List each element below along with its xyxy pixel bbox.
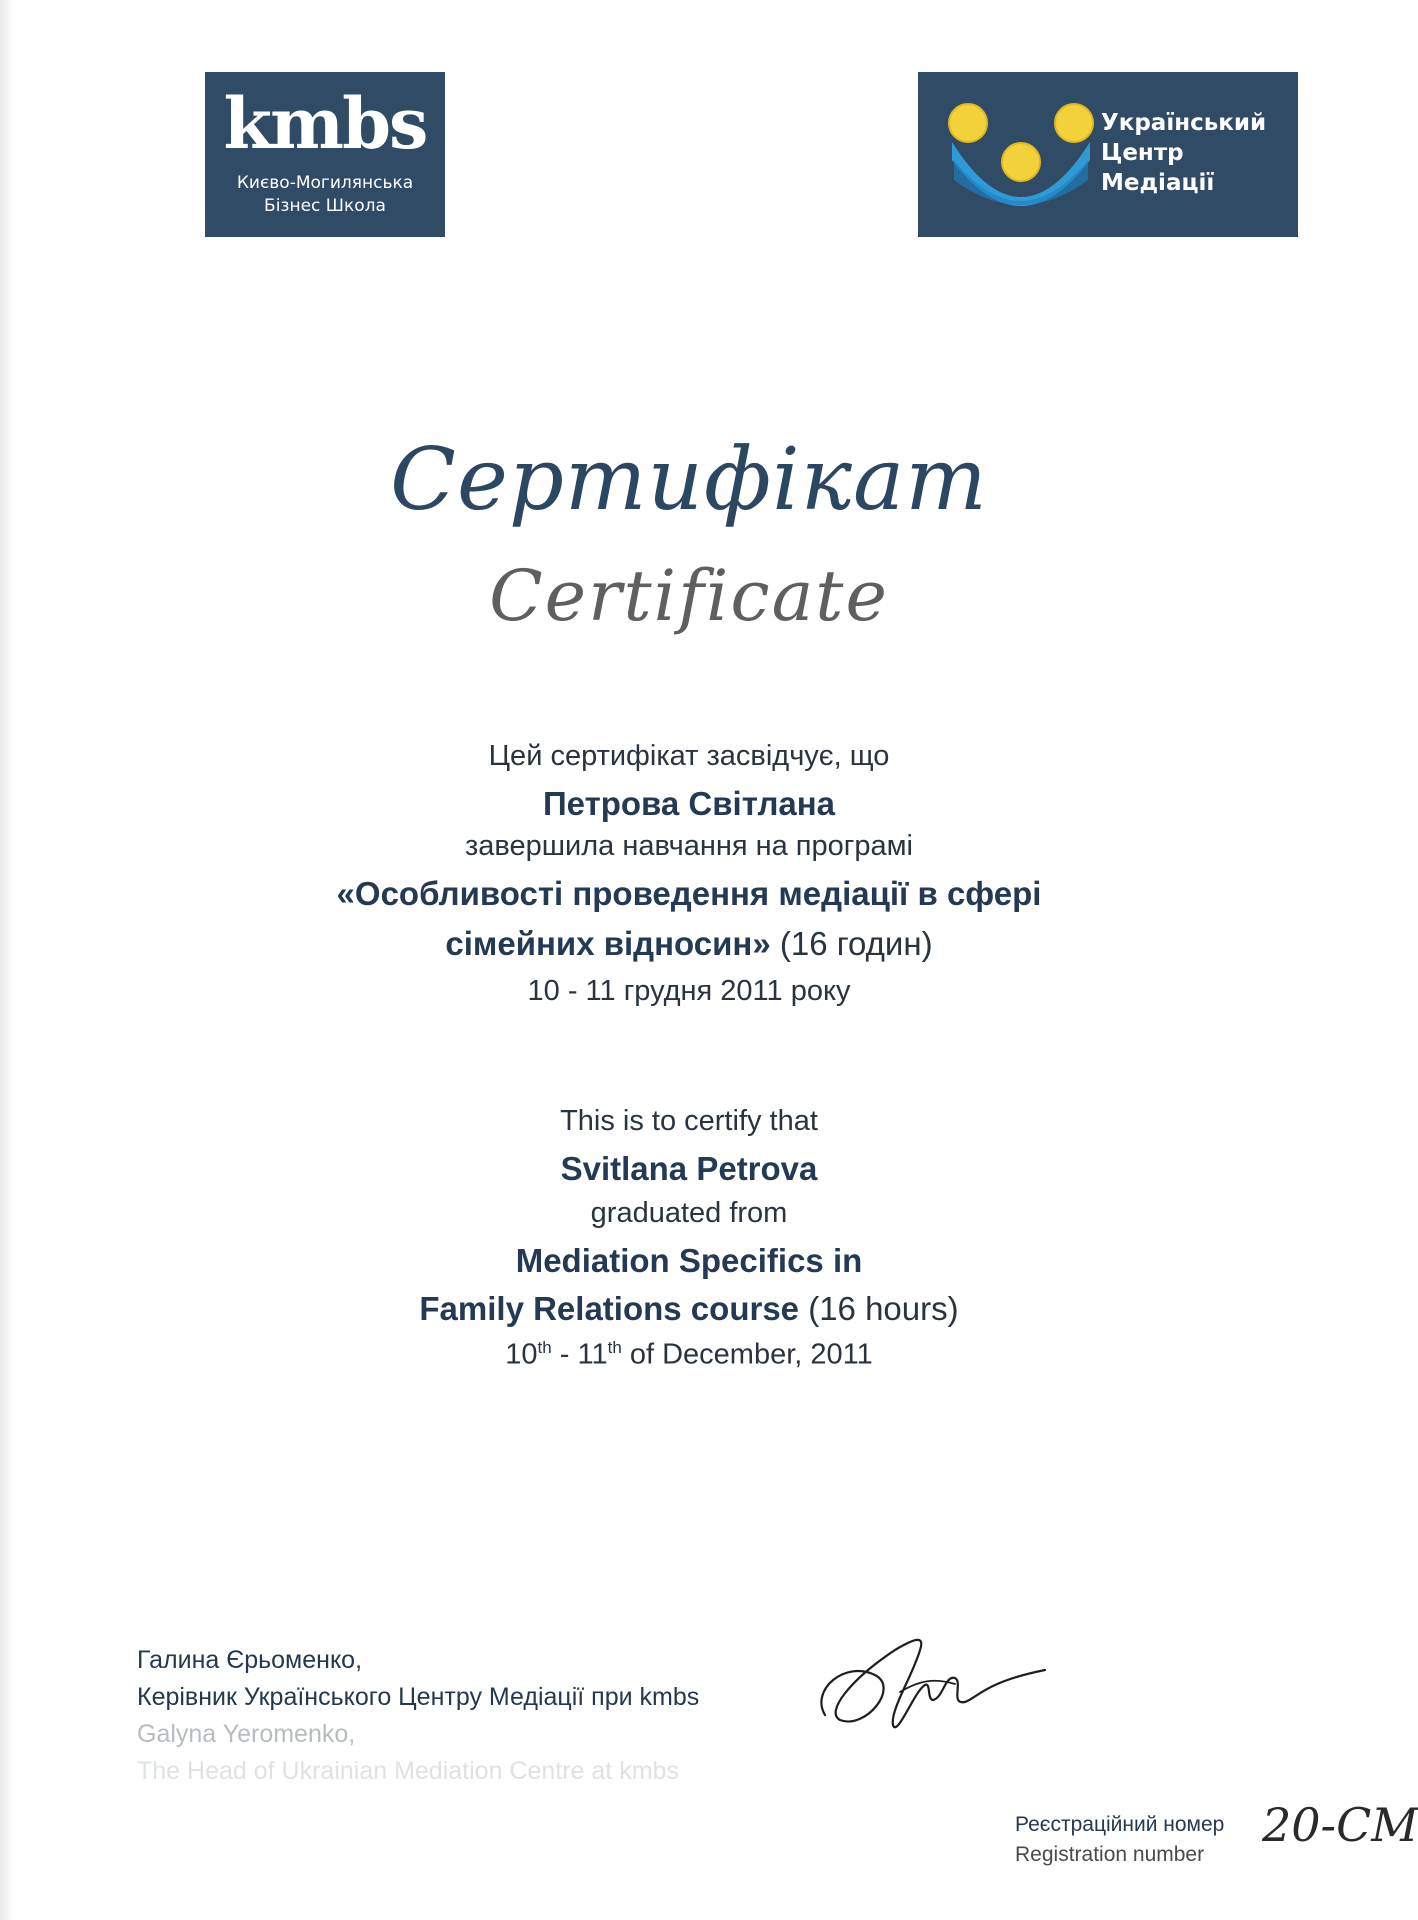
ucm-logo-emblem (946, 102, 1096, 208)
signatory-name-en: Galyna Yeromenko, (137, 1720, 356, 1748)
en-date-separator: - 11 (551, 1338, 608, 1371)
ucm-logo-name: Український Центр Медіації (1101, 110, 1267, 196)
kmbs-logo (205, 72, 445, 237)
en-course-title-line2 (0, 1290, 1378, 1328)
title-ukrainian: Сертифікат (390, 430, 988, 530)
uk-course-hours: (16 годин) (779, 925, 933, 962)
kmbs-logo-subtitle: Києво-Могилянська Бізнес Школа (236, 173, 414, 216)
signatory-block (137, 1642, 699, 1790)
registration-label (1015, 1810, 1224, 1870)
en-course-title-line1: Mediation Specifics in (515, 1242, 863, 1279)
kmbs-logo-wordmark: kmbs (223, 82, 427, 165)
registration-number: 20-СМ (1262, 1798, 1418, 1852)
en-date-day1: 10 (505, 1338, 538, 1371)
en-date-rest: of December, 2011 (621, 1338, 873, 1371)
registration-label-uk: Реєстраційний номер (1015, 1813, 1225, 1836)
ucm-logo (918, 72, 1298, 237)
uk-course-title-line1: «Особливості проведення медіації в сфері (336, 875, 1042, 912)
signatory-position-en: The Head of Ukrainian Mediation Centre at kmbs (137, 1757, 679, 1785)
en-intro: This is to certify that (560, 1105, 818, 1137)
signatory-name-uk: Галина Єрьоменко, (137, 1646, 363, 1674)
uk-completed-text: завершила навчання на програмі (465, 830, 913, 862)
uk-course-title-line2-text: сімейних відносин» (445, 925, 771, 962)
title-english: Certificate (489, 555, 889, 637)
en-course-dates (0, 1338, 1378, 1372)
uk-intro: Цей сертифікат засвідчує, що (488, 740, 890, 772)
en-course-title-line2-text: Family Relations course (419, 1290, 800, 1327)
uk-course-title-line2 (0, 925, 1378, 963)
en-recipient-name: Svitlana Petrova (560, 1150, 818, 1187)
signatory-position-uk: Керівник Українського Центру Медіації при kmbs (137, 1683, 700, 1711)
handwritten-signature (805, 1620, 1050, 1750)
uk-course-dates: 10 - 11 грудня 2011 року (527, 975, 851, 1007)
en-completed-text: graduated from (590, 1197, 788, 1229)
uk-recipient-name: Петрова Світлана (542, 785, 836, 822)
registration-label-en: Registration number (1015, 1843, 1205, 1866)
en-date-ordinal1: th (537, 1338, 552, 1357)
en-date-ordinal2: th (607, 1338, 622, 1357)
en-course-hours: (16 hours) (808, 1290, 959, 1327)
